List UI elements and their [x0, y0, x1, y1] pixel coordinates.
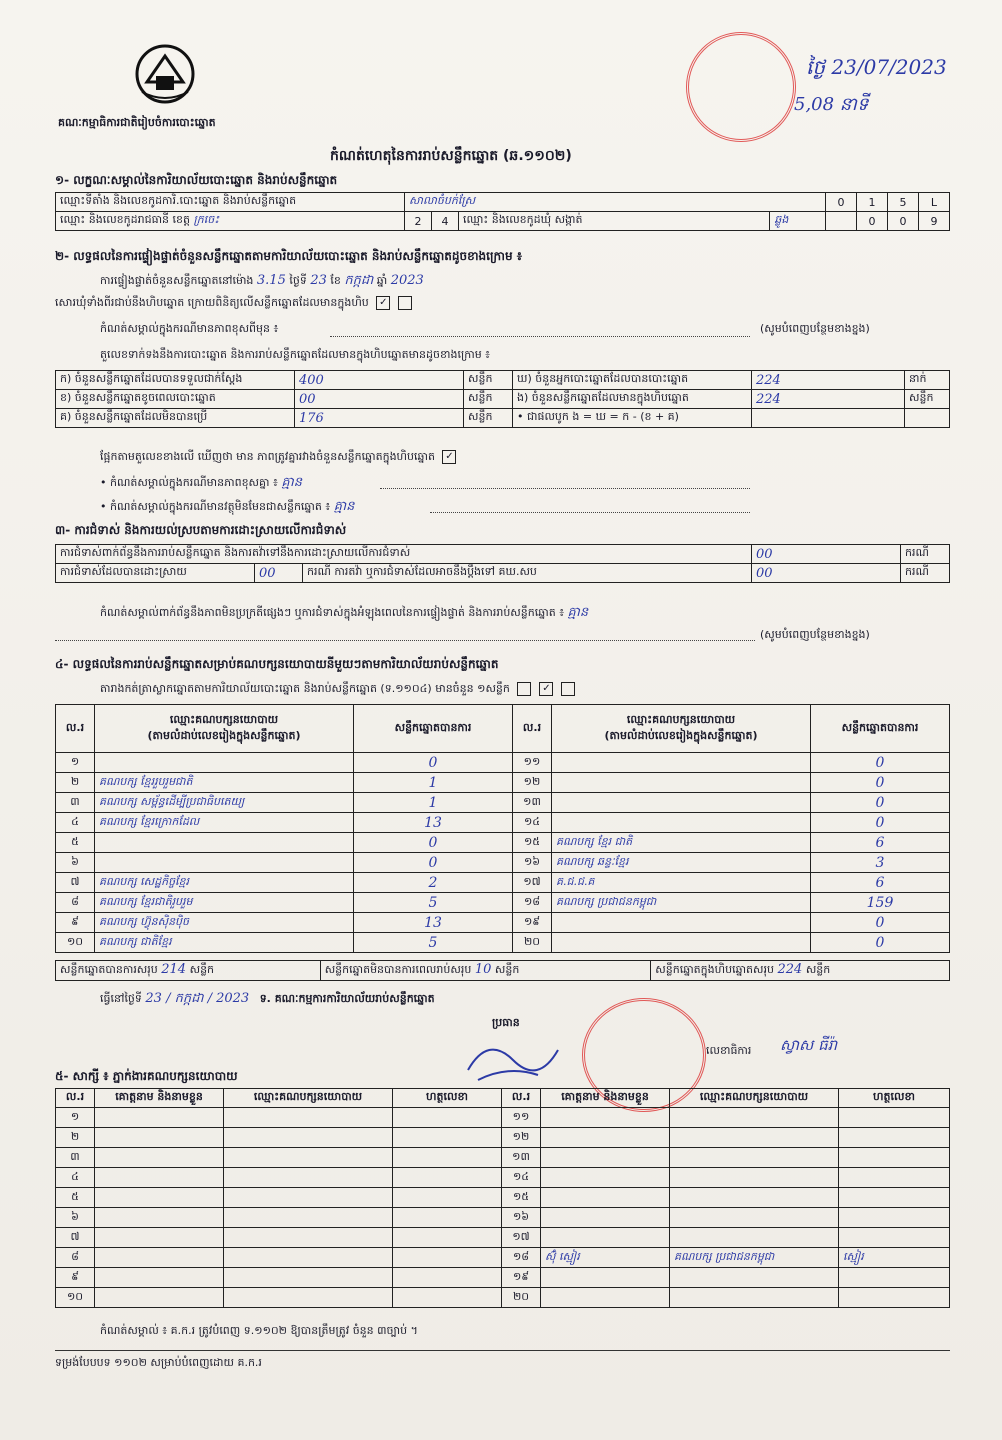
section1-table [55, 192, 950, 231]
results-row: ៧ គណបក្ស សេដ្ឋកិច្ចខ្មែរ 2 ១៧ គ.ជ.ជ.គ 6 [56, 873, 950, 893]
resolved-label: ការជំទាស់ដែលបានដោះស្រាយ [56, 564, 255, 583]
witness-row: ៦ ១៦ [56, 1208, 950, 1228]
section5-title: ៥- សាក្សី ៖ ភ្នាក់ងារគណបក្សនយោបាយ [55, 1069, 238, 1083]
secretary-label: លេខាធិការ [706, 1044, 752, 1057]
section4-date-line: ធ្វើនៅថ្ងៃទី 23 / កក្កដា / 2023 ទ. គណៈកម្មការការិយាល័យរាប់សន្លឹកឆ្នោត [100, 991, 435, 1006]
witness-row: ៤ ១៤ [56, 1168, 950, 1188]
witness-row: ១០ ២០ [56, 1288, 950, 1308]
sum-valid: 214 [161, 962, 187, 977]
results-table: ល.រ ឈ្មោះគណបក្សនយោបាយ (តាមលំដាប់លេខរៀងក្នុងសន្លឹកឆ្នោត) សន្លឹកឆ្នោតបានការ ល.រ ឈ្មោះគណបក្សនយោបាយ (តាមលំដាប់លេខរៀងក្នុងសន្លឹកឆ្នោត) សន្លឹកឆ្នោតបានការ ១ 0 ១១ 0 ២ គណបក្ស ខ្មែររួបរួមជាតិ 1 ១២ 0 ៣ គណបក្ស សម្ព័ន្ធដើម្បីប្រជាធិបតេយ្យ 1 ១៣ 0 ៤ គណបក្ស ខ្មែរក្រោកដែល 13 ១៤ 0 ៥ 0 ១៥ គណបក្ស ខ្មែរ ជាតិ 6 ៦ 0 ១៦ គណបក្ស ឆន្ទៈខ្មែរ 3 ៧ គណបក្ស សេដ្ឋកិច្ចខ្មែរ 2 ១៧ គ.ជ.ជ.គ 6 ៨ គណបក្ស ខ្មែរជាតិរួបរួម 5 ១៨ គណបក្ស ប្រជាជនកម្ពុជា 159 ៩ គណបក្ស ហ៊្វុនស៊ិនប៉ិច 13 ១៩ 0 ១០ គណបក្ស ជាតិខ្មែរ 5 ២០ 0 [55, 704, 950, 953]
resolved-value: 00 [255, 564, 303, 583]
section4-title: ៤- លទ្ធផលនៃការរាប់សន្លឹកឆ្នោតសម្រាប់គណបក្សនយោបាយនីមួយៗតាមការិយាល័យរាប់សន្លឹកឆ្នោត [55, 657, 499, 671]
province-label: ឈ្មោះ និងលេខកូដរាជធានី ខេត្ត [60, 213, 190, 226]
results-row: ៣ គណបក្ស សម្ព័ន្ធដើម្បីប្រជាធិបតេយ្យ 1 ១៣ 0 [56, 793, 950, 813]
top-handwritten-time: 5,08 នាទី [794, 94, 869, 115]
province-name: ក្រចេះ [193, 213, 220, 226]
results-row: ៦ 0 ១៦ គណបក្ស ឆន្ទៈខ្មែរ 3 [56, 853, 950, 873]
count-day: 23 [310, 273, 327, 288]
section3-title: ៣- ការជំទាស់ និងការយល់ស្របតាមការដោះស្រាយលើការជំទាស់ [55, 523, 347, 537]
section3-fill-note: (សូមបំពេញបន្ថែមខាងខ្នង) [760, 628, 870, 641]
committee-name: គណៈកម្មាធិការជាតិរៀបចំការបោះឆ្នោត [58, 116, 216, 129]
objection-label: ការជំទាស់ពាក់ព័ន្ធនឹងការរាប់សន្លឹកឆ្នោត និងការតវ៉ាទៅនឹងការដោះស្រាយលើការជំទាស់ [56, 545, 752, 564]
count-year: 2023 [390, 273, 424, 288]
section4-intro: តារាងកត់ត្រាស្លាកឆ្នោតតាមការិយាល័យបោះឆ្នោត និងរាប់សន្លឹកឆ្នោត (ទ.១១០៤) មានចំនួន ១សន្លឹក ✓ [100, 682, 579, 698]
station-code-3: L [919, 193, 950, 212]
count-row: គ) ចំនួនសន្លឹកឆ្នោតដែលមិនបានប្រើ 176 សន្លឹក • ជាផលបូក ង = ឃ = ក - (ខ + គ) [56, 409, 950, 428]
commune-name: ឆ្លូង [770, 212, 826, 231]
form-footer: ទម្រង់បែបបទ ១១០២ សម្រាប់បំពេញដោយ គ.ក.រ [55, 1356, 262, 1369]
checkbox-no [398, 296, 412, 310]
witness-row: ៥ ១៥ [56, 1188, 950, 1208]
nec-logo [132, 42, 198, 106]
witness-row: ៨ ១៨ ស៊ុំ ស្មៀរ គណបក្ស ប្រជាជនកម្ពុជា ស្មៀរ [56, 1248, 950, 1268]
witness-row: ៣ ១៣ [56, 1148, 950, 1168]
section2-fill-note: (សូមបំពេញបន្ថែមខាងខ្នង) [760, 322, 870, 335]
results-row: ៨ គណបក្ស ខ្មែរជាតិរួបរួម 5 ១៨ គណបក្ស ប្រជាជនកម្ពុជា 159 [56, 893, 950, 913]
count-row: ក) ចំនួនសន្លឹកឆ្នោតដែលបានទទួលជាក់ស្ដែង 400 សន្លឹក ឃ) ចំនួនអ្នកបោះឆ្នោតដែលបានបោះឆ្នោត 224 នាក់ [56, 371, 950, 390]
count-row: ខ) ចំនួនសន្លឹកឆ្នោតខូចពេលបោះឆ្នោត 00 សន្លឹក ង) ចំនួនសន្លឹកឆ្នោតដែលមានក្នុងហិបឆ្នោត 224 សន្លឹក [56, 390, 950, 409]
witness-table: ល.រ គោត្តនាម និងនាមខ្លួន ឈ្មោះគណបក្សនយោបាយ ហត្ថលេខា ល.រ គោត្តនាម និងនាមខ្លួន ឈ្មោះគណបក្សនយោបាយ ហត្ថលេខា ១ ១១ ២ ១២ ៣ ១៣ ៤ ១៤ ៥ ១៥ ៦ ១៦ ៧ ១៧ ៨ ១៨ ស៊ុំ ស្មៀរ គណបក្ស ប្រជាជនកម្ពុជា ស្មៀរ ៩ ១៩ ១០ ២០ [55, 1088, 950, 1308]
section2-table-intro: តួលេខទាក់ទងនឹងការបោះឆ្នោត និងការរាប់សន្លឹកឆ្នោតដែលមានក្នុងហិបឆ្នោតមានដូចខាងក្រោម ៖ [100, 348, 491, 361]
section2-bullet1: • កំណត់សម្គាល់ក្នុងករណីមានភាពខុសគ្នា ៖ គ្មាន [100, 475, 302, 490]
sum-box: 224 [777, 962, 803, 977]
section2-check-line: ផ្អែកតាមតួលេខខាងលើ ឃើញថា មាន ភាពត្រូវគ្នារវាងចំនួនសន្លឹកឆ្នោតក្នុងហិបឆ្នោត ✓ [100, 450, 460, 466]
section3-note: កំណត់សម្គាល់ពាក់ព័ន្ធនឹងភាពមិនប្រក្រតីផ្សេងៗ ឬការជំទាស់ក្នុងអំឡុងពេលនៃការផ្ទៀងផ្ទាត់ និងការរាប់សន្លឹកឆ្នោត ៖ គ្មាន [100, 605, 589, 620]
section2-bullet2: • កំណត់សម្គាល់ក្នុងករណីមានវត្ថុមិនមែនជាសន្លឹកឆ្នោត ៖ គ្មាន [100, 499, 355, 514]
checkbox-match: ✓ [442, 450, 456, 464]
province-code-1: 4 [432, 212, 459, 231]
commune-code-1: 0 [888, 212, 919, 231]
station-code-2: 5 [888, 193, 919, 212]
section3-table: ការជំទាស់ពាក់ព័ន្ធនឹងការរាប់សន្លឹកឆ្នោត និងការតវ៉ាទៅនឹងការដោះស្រាយលើការជំទាស់ 00 ករណី ការជំទាស់ដែលបានដោះស្រាយ 00 ករណី ការតវ៉ា ឬការជំទាស់ដែលអាចនឹងប្ដឹងទៅ គឃ.សប 00 ករណី [55, 544, 950, 583]
province-code-0: 2 [405, 212, 432, 231]
commune-label: ឈ្មោះ និងលេខកូដឃុំ សង្កាត់ [459, 212, 770, 231]
witness-row: ២ ១២ [56, 1128, 950, 1148]
results-row: ៥ 0 ១៥ គណបក្ស ខ្មែរ ជាតិ 6 [56, 833, 950, 853]
official-stamp-top [686, 32, 796, 142]
chair-label: ប្រធាន [492, 1016, 520, 1029]
section2-line1: ការផ្ទៀងផ្ទាត់ចំនួនសន្លឹកឆ្នោតនៅម៉ោង 3.15 ថ្ងៃទី 23 ខែ កក្កដា ឆ្នាំ 2023 [100, 273, 424, 288]
appeal-label: ការតវ៉ា ឬការជំទាស់ដែលអាចនឹងប្ដឹងទៅ គឃ.សប [334, 565, 537, 578]
signing-date: 23 / កក្កដា / 2023 [145, 991, 250, 1006]
station-code-0: 0 [826, 193, 857, 212]
appeal-value: 00 [752, 564, 901, 583]
results-row: ១០ គណបក្ស ជាតិខ្មែរ 5 ២០ 0 [56, 933, 950, 953]
count-month: កក្កដា [344, 273, 374, 288]
station-label: ឈ្មោះទីតាំង និងលេខកូដការិ.បោះឆ្នោត និងរាប់សន្លឹកឆ្នោត [56, 193, 405, 212]
section2-counts-table [55, 370, 950, 428]
section5-footnote: កំណត់សម្គាល់ ៖ គ.ក.រ ត្រូវបំពេញ ទ.១១០២ ឱ្យបានត្រឹមត្រូវ ចំនួន ៣ច្បាប់ ។ [100, 1324, 418, 1337]
count-time: 3.15 [256, 273, 286, 288]
witness-row: ៩ ១៩ [56, 1268, 950, 1288]
objection-value: 00 [752, 545, 901, 564]
results-row: ៤ គណបក្ស ខ្មែរក្រោកដែល 13 ១៤ 0 [56, 813, 950, 833]
section1-title: ១- លក្ខណៈសម្គាល់នៃការិយាល័យបោះឆ្នោត និងរាប់សន្លឹកឆ្នោត [55, 173, 338, 187]
commune-code-0: 0 [857, 212, 888, 231]
sum-invalid: 10 [474, 962, 492, 977]
checkbox-yes: ✓ [376, 296, 390, 310]
station-name: សាលាចំបក់ស្រែ [405, 193, 826, 212]
top-handwritten-date: ថ្ងៃ 23/07/2023 [806, 55, 947, 79]
station-code-1: 1 [857, 193, 888, 212]
witness-row: ៧ ១៧ [56, 1228, 950, 1248]
commune-code-2: 9 [919, 212, 950, 231]
secretary-signature: ស្វាស ធីរ៉ា [780, 1036, 838, 1054]
results-summary: សន្លឹកឆ្នោតបានការសរុប 214 សន្លឹក សន្លឹកឆ្នោតមិនបានការពេលរាប់សរុប 10 សន្លឹក សន្លឹកឆ្នោតក្នុងហិបឆ្នោតសរុប 224 សន្លឹក [55, 960, 950, 981]
results-row: ៩ គណបក្ស ហ៊្វុនស៊ិនប៉ិច 13 ១៩ 0 [56, 913, 950, 933]
witness-row: ១ ១១ [56, 1108, 950, 1128]
form-title: កំណត់ហេតុនៃការរាប់សន្លឹកឆ្នោត (ឆ.១១០២) [330, 148, 572, 164]
section2-title: ២- លទ្ធផលនៃការផ្ទៀងផ្ទាត់ចំនួនសន្លឹកឆ្នោតតាមការិយាល័យបោះឆ្នោត និងរាប់សន្លឹកឆ្នោតដូចខាងក្រោម ៖ [55, 249, 523, 263]
results-row: ២ គណបក្ស ខ្មែររួបរួមជាតិ 1 ១២ 0 [56, 773, 950, 793]
results-row: ១ 0 ១១ 0 [56, 753, 950, 773]
chair-signature [458, 1030, 568, 1090]
section2-line2: សោរឃុំទាំងពីរជាប់នឹងហិបឆ្នោត ក្រោយពិនិត្យលើសន្លឹកឆ្នោតដែលមានក្នុងហិប ✓ [55, 296, 416, 312]
section2-note-label: កំណត់សម្គាល់ក្នុងករណីមានភាពខុសពីមុន ៖ [100, 322, 279, 335]
